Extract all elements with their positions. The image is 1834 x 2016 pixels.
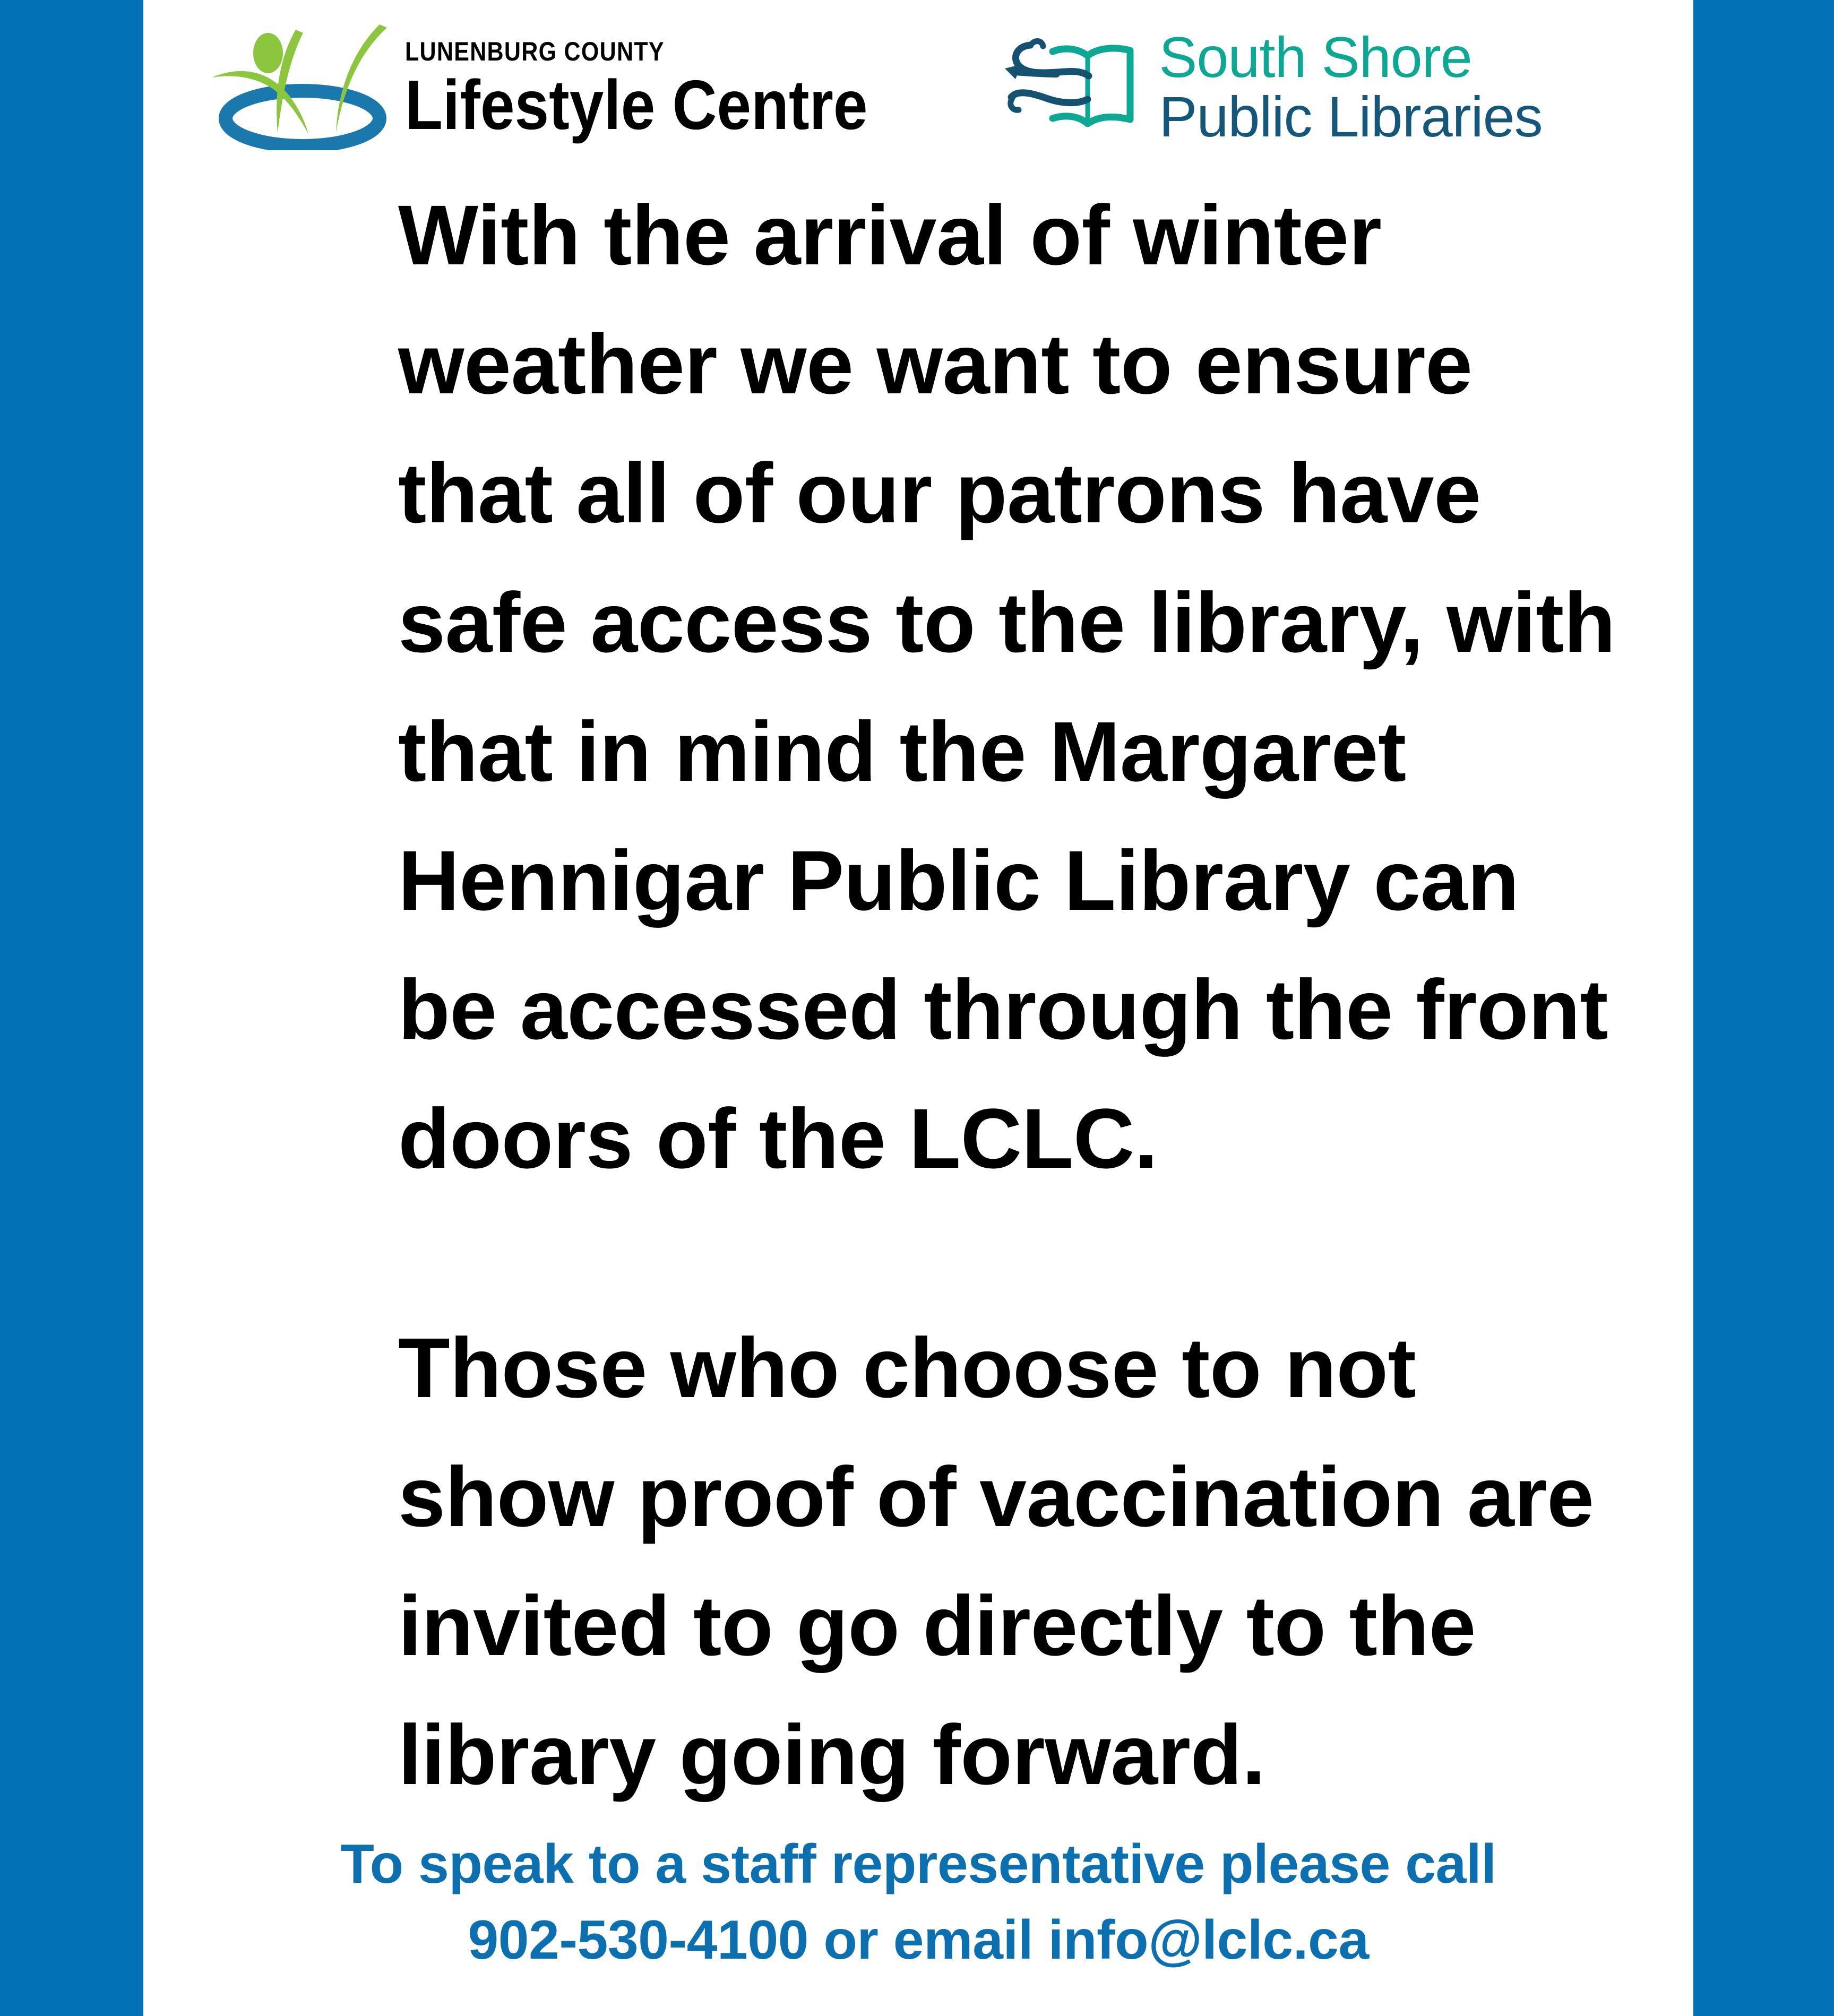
left-accent-bar: [0, 0, 143, 2016]
paragraph-spacer: [398, 1203, 1624, 1303]
right-accent-bar: [1693, 0, 1834, 2016]
contact-footer-line-1: To speak to a staff representative please call: [340, 1833, 1496, 1895]
lclc-top-line: LUNENBURG COUNTY: [405, 36, 665, 66]
announcement-paragraph-1: With the arrival of winter weather we want to ensure that all of our patrons have safe access to the library, with that in mind the Margaret Hennigar Public Library can be accessed through the front doors of the LCLC.: [398, 187, 1616, 1186]
lclc-main-line: Lifestyle Centre: [405, 65, 868, 144]
contact-footer: [143, 1827, 1693, 1979]
lclc-logo-wordmark: [405, 36, 931, 144]
announcement-paragraph-2: Those who choose to not show proof of vaccination are invited to go directly to the library going forward.: [398, 1320, 1594, 1803]
lclc-logo-mark-icon: [204, 20, 395, 150]
poster-content: [143, 0, 1693, 2016]
sspl-open-book-icon: [1000, 30, 1153, 144]
lclc-logo: [204, 20, 931, 150]
logo-row: [143, 0, 1693, 150]
sspl-logo-wordmark: [1159, 25, 1543, 149]
contact-footer-line-2: 902-530-4100 or email info@lclc.ca: [468, 1909, 1369, 1971]
sspl-line-1: South Shore: [1159, 25, 1472, 89]
sspl-logo: [1000, 25, 1543, 149]
announcement-body: [143, 150, 1693, 1819]
sspl-line-2: Public Libraries: [1159, 84, 1543, 149]
